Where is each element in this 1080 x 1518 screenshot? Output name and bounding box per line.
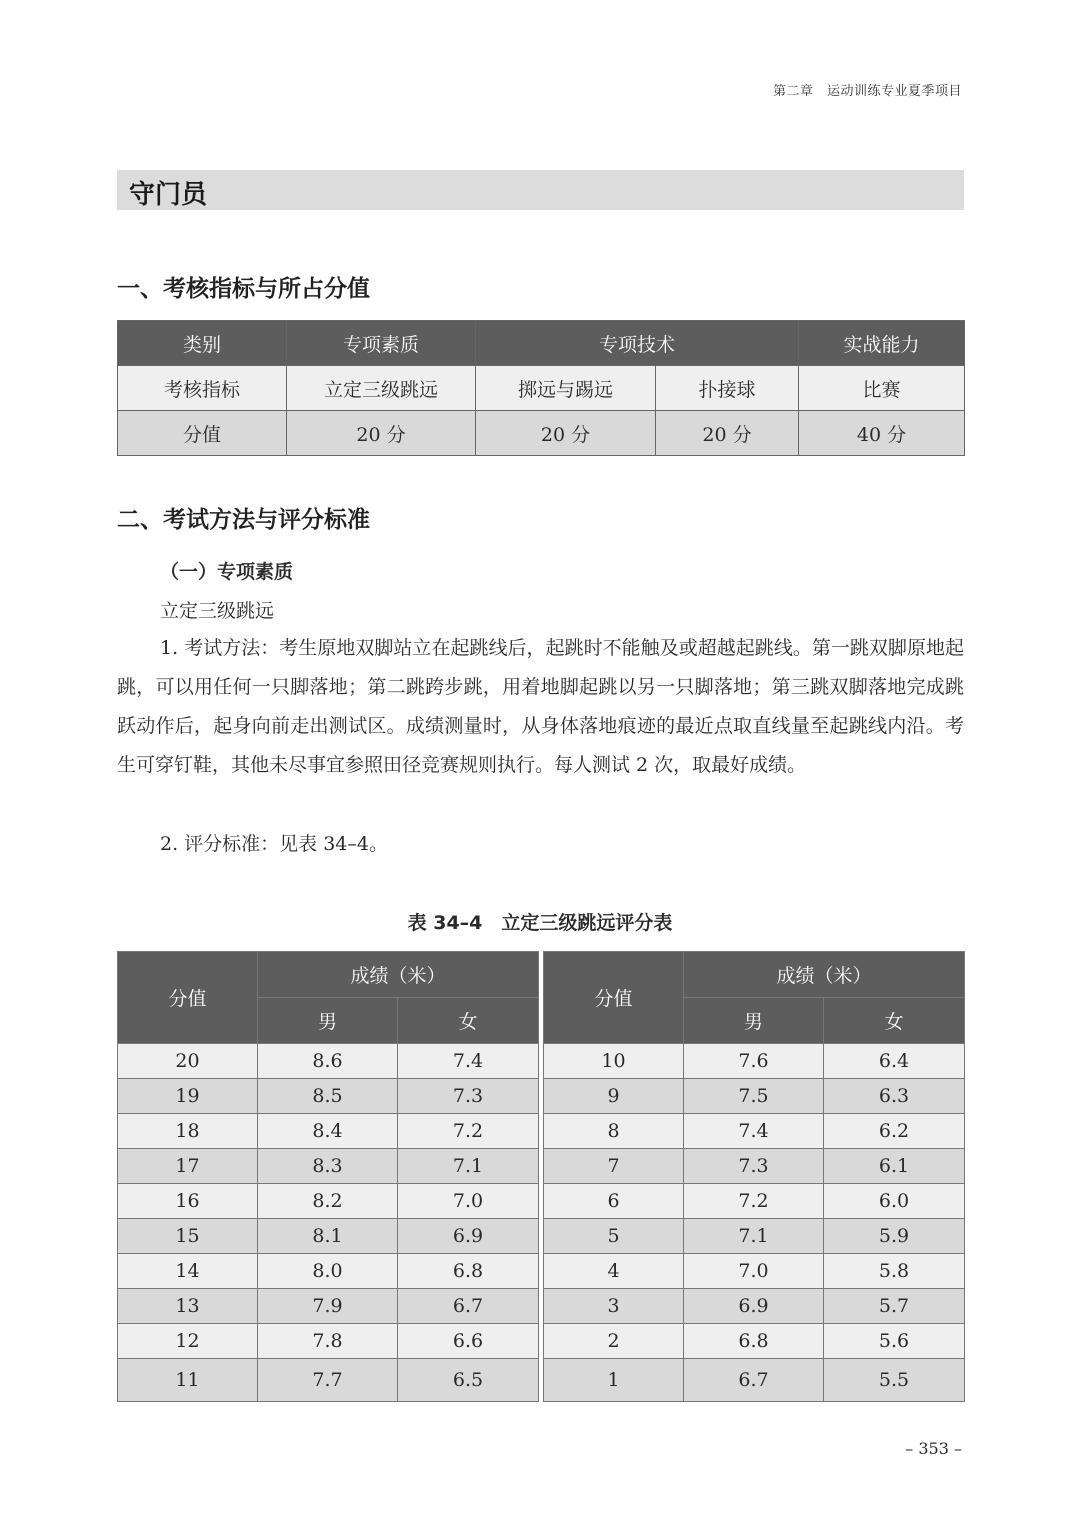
score-cell: 12: [118, 1324, 258, 1359]
male-result-cell: 7.6: [684, 1044, 824, 1079]
table-row: [118, 1254, 539, 1289]
indicator-table-header: [118, 321, 965, 366]
scoring-paragraph: [117, 825, 964, 864]
score-table-left: [117, 951, 539, 1402]
male-result-cell: 7.9: [258, 1289, 398, 1324]
header-category: 类别: [118, 321, 287, 366]
table-row: [544, 1149, 965, 1184]
male-result-cell: 7.1: [684, 1219, 824, 1254]
male-result-cell: 7.3: [684, 1149, 824, 1184]
table-row: [544, 1324, 965, 1359]
page-number: – 353 –: [905, 1439, 962, 1458]
table-cell: 比赛: [799, 366, 965, 411]
score-cell: 4: [544, 1254, 684, 1289]
female-result-cell: 6.9: [398, 1219, 539, 1254]
indicator-table: [117, 320, 965, 456]
header-female: 女: [824, 998, 965, 1044]
score-cell: 2: [544, 1324, 684, 1359]
header-score: 分值: [544, 952, 684, 1044]
table-cell: 掷远与踢远: [476, 366, 656, 411]
item-title: 立定三级跳远: [160, 600, 275, 622]
table-cell: 扑接球: [656, 366, 799, 411]
female-result-cell: 5.7: [824, 1289, 965, 1324]
header-result: 成绩（米）: [684, 952, 965, 998]
female-result-cell: 7.1: [398, 1149, 539, 1184]
table-cell: 20 分: [476, 411, 656, 456]
table-cell: 20 分: [287, 411, 476, 456]
score-cell: 5: [544, 1219, 684, 1254]
header-physical: 专项素质: [287, 321, 476, 366]
heading-assessment-indicators: 一、考核指标与所占分值: [117, 275, 370, 302]
score-cell: 11: [118, 1359, 258, 1402]
score-table-right: [543, 951, 965, 1402]
male-result-cell: 7.4: [684, 1114, 824, 1149]
score-cell: 10: [544, 1044, 684, 1079]
female-result-cell: 6.3: [824, 1079, 965, 1114]
method-paragraph: [117, 629, 964, 785]
score-cell: 14: [118, 1254, 258, 1289]
female-result-cell: 6.6: [398, 1324, 539, 1359]
male-result-cell: 7.0: [684, 1254, 824, 1289]
male-result-cell: 6.7: [684, 1359, 824, 1402]
female-result-cell: 5.8: [824, 1254, 965, 1289]
female-result-cell: 7.2: [398, 1114, 539, 1149]
table-row: [544, 1254, 965, 1289]
male-result-cell: 7.7: [258, 1359, 398, 1402]
male-result-cell: 8.2: [258, 1184, 398, 1219]
male-result-cell: 7.5: [684, 1079, 824, 1114]
table-row: [544, 1219, 965, 1254]
table-row: [118, 1044, 539, 1079]
table-caption: 表 34–4 立定三级跳远评分表: [407, 912, 673, 934]
score-cell: 9: [544, 1079, 684, 1114]
male-result-cell: 7.2: [684, 1184, 824, 1219]
score-cell: 19: [118, 1079, 258, 1114]
table-cell: 分值: [118, 411, 287, 456]
female-result-cell: 6.8: [398, 1254, 539, 1289]
score-cell: 8: [544, 1114, 684, 1149]
female-result-cell: 6.1: [824, 1149, 965, 1184]
score-row: [118, 411, 965, 456]
female-result-cell: 5.5: [824, 1359, 965, 1402]
female-result-cell: 6.2: [824, 1114, 965, 1149]
score-cell: 13: [118, 1289, 258, 1324]
table-row: [544, 1289, 965, 1324]
table-row: [544, 1359, 965, 1402]
table-row: [118, 1079, 539, 1114]
table-row: [118, 1114, 539, 1149]
header-score: 分值: [118, 952, 258, 1044]
score-cell: 16: [118, 1184, 258, 1219]
male-result-cell: 8.3: [258, 1149, 398, 1184]
male-result-cell: 8.6: [258, 1044, 398, 1079]
table-cell: 考核指标: [118, 366, 287, 411]
female-result-cell: 6.7: [398, 1289, 539, 1324]
running-header: 第二章 运动训练专业夏季项目: [772, 84, 962, 99]
table-row: [118, 1149, 539, 1184]
score-cell: 6: [544, 1184, 684, 1219]
score-cell: 17: [118, 1149, 258, 1184]
score-cell: 18: [118, 1114, 258, 1149]
female-result-cell: 7.4: [398, 1044, 539, 1079]
female-result-cell: 5.9: [824, 1219, 965, 1254]
table-row: [118, 1289, 539, 1324]
male-result-cell: 6.8: [684, 1324, 824, 1359]
score-cell: 7: [544, 1149, 684, 1184]
header-match: 实战能力: [799, 321, 965, 366]
method-text: 1. 考试方法：考生原地双脚站立在起跳线后，起跳时不能触及或超越起跳线。第一跳双脚原地起跳，可以用任何一只脚落地；第二跳跨步跳，用着地脚起跳以另一只脚落地；第三跳双脚落地完成跳跃动作后，起身向前走出测试区。成绩测量时，从身体落地痕迹的最近点取直线量至起跳线内沿。考生可穿钉鞋，其他未尽事宜参照田径竞赛规则执行。每人测试 2 次，取最好成绩。: [117, 637, 964, 776]
table-row: [544, 1044, 965, 1079]
male-result-cell: 8.4: [258, 1114, 398, 1149]
table-row: [118, 1324, 539, 1359]
table-cell: 20 分: [656, 411, 799, 456]
table-row: [544, 1079, 965, 1114]
header-male: 男: [684, 998, 824, 1044]
scoring-text: 2. 评分标准：见表 34–4。: [160, 833, 388, 855]
female-result-cell: 6.5: [398, 1359, 539, 1402]
header-technique: 专项技术: [476, 321, 799, 366]
header-male: 男: [258, 998, 398, 1044]
header-result: 成绩（米）: [258, 952, 539, 998]
section-banner: [117, 170, 964, 210]
female-result-cell: 6.0: [824, 1184, 965, 1219]
male-result-cell: 8.0: [258, 1254, 398, 1289]
male-result-cell: 8.5: [258, 1079, 398, 1114]
female-result-cell: 6.4: [824, 1044, 965, 1079]
table-row: [118, 1184, 539, 1219]
score-cell: 1: [544, 1359, 684, 1402]
female-result-cell: 5.6: [824, 1324, 965, 1359]
score-cell: 3: [544, 1289, 684, 1324]
table-row: [118, 1219, 539, 1254]
female-result-cell: 7.0: [398, 1184, 539, 1219]
table-cell: 立定三级跳远: [287, 366, 476, 411]
section-title: 守门员: [129, 180, 208, 210]
female-result-cell: 7.3: [398, 1079, 539, 1114]
male-result-cell: 6.9: [684, 1289, 824, 1324]
table-row: [544, 1184, 965, 1219]
score-cell: 20: [118, 1044, 258, 1079]
subsection-heading: （一）专项素质: [160, 561, 294, 583]
table-cell: 40 分: [799, 411, 965, 456]
male-result-cell: 7.8: [258, 1324, 398, 1359]
indicator-row: [118, 366, 965, 411]
header-female: 女: [398, 998, 539, 1044]
score-cell: 15: [118, 1219, 258, 1254]
table-row: [118, 1359, 539, 1402]
male-result-cell: 8.1: [258, 1219, 398, 1254]
heading-exam-methods: 二、考试方法与评分标准: [117, 506, 370, 533]
table-row: [544, 1114, 965, 1149]
